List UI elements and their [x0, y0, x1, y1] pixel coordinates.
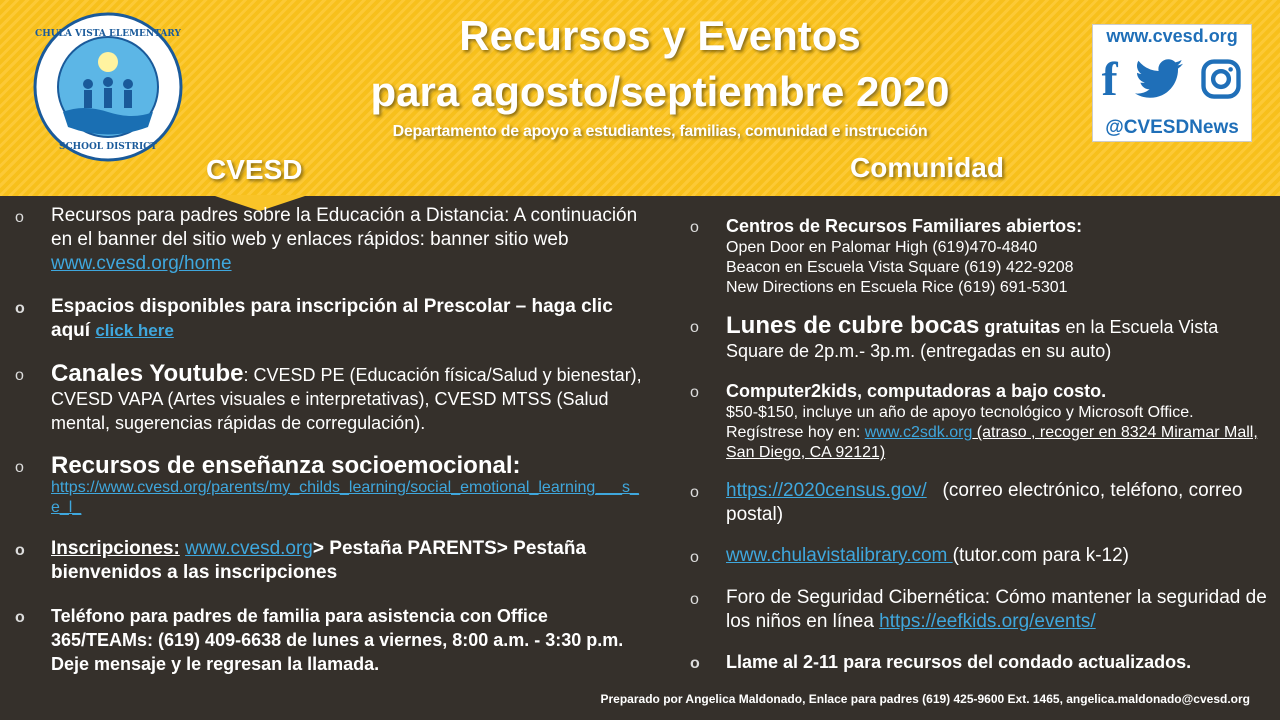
title-line-1: Recursos y Eventos	[459, 12, 861, 59]
subtitle: Departamento de apoyo a estudiantes, familias, comunidad e instrucción	[392, 123, 928, 140]
comunidad-column	[690, 214, 1270, 676]
list-item: o Foro de Seguridad Cibernética: Cómo mantener la seguridad de los niños en línea https://eefkids.org/events/	[690, 586, 1267, 632]
list-item: o Recursos de enseñanza socioemocional: https://www.cvesd.org/parents/my_childs_learning/social_emotional_learning___s_e_l_	[15, 454, 643, 518]
list-item: o Espacios disponibles para inscripción al Prescolar – haga clic aquí click here	[15, 296, 613, 341]
list-item: o https://2020census.gov/ (correo electrónico, teléfono, correo postal)	[690, 480, 1248, 526]
list-item: o Computer2kids, computadoras a bajo costo. $50-$150, incluye un año de apoyo tecnológico y Microsoft Office. Regístrese hoy en: www.c2sdk.org (atraso , recoger en 8324 Miramar Mall, San Diego, CA 92121)	[690, 381, 1258, 462]
cvesd-column	[15, 204, 643, 676]
social-handle[interactable]: @CVESDNews	[1105, 117, 1239, 138]
section-comunidad: Comunidad	[850, 152, 1004, 183]
list-item: o Canales Youtube: CVESD PE (Educación física/Salud y bienestar), CVESD VAPA (Artes visuales e interpretativas), CVESD MTSS (Salud mental, sugerencias rápidas de corregulación).	[15, 360, 642, 433]
list-item: o Centros de Recursos Familiares abiertos: Open Door en Palomar High (619)470-4840 Beacon en Escuela Vista Square (619) 422-9208 New Directions en Escuela Rice (619) 691-5301	[690, 216, 1083, 296]
twitter-icon[interactable]	[1135, 59, 1183, 99]
c2sdk-link[interactable]: www.c2sdk.org	[864, 424, 973, 442]
social-url[interactable]: www.cvesd.org	[1106, 26, 1238, 46]
list-item: o Recursos para padres sobre la Educación a Distancia: A continuación en el banner del sitio web y enlaces rápidos: banner sitio web www.cvesd.org/home	[15, 205, 638, 274]
svg-text:CHULA VISTA ELEMENTARY: CHULA VISTA ELEMENTARY	[35, 29, 181, 39]
preschool-link[interactable]: click here	[95, 321, 174, 340]
cvesd-link[interactable]: www.cvesd.org	[185, 538, 313, 559]
sel-link[interactable]: https://www.cvesd.org/parents/my_childs_learning/social_emotional_learning___s_e_l_	[51, 479, 639, 516]
list-item: o Teléfono para padres de familia para asistencia con Office 365/TEAMs: (619) 409-6638 de lunes a viernes, 8:00 a.m. - 3:30 p.m. Deje mensaje y le regresan la llamada.	[15, 606, 624, 674]
list-item: o Lunes de cubre bocas gratuitas en la Escuela Vista Square de 2p.m.- 3p.m. (entregadas en su auto)	[690, 312, 1219, 362]
social-box	[1092, 24, 1252, 142]
district-logo	[33, 12, 183, 162]
list-item: o Llame al 2-11 para recursos del condado actualizados.	[690, 651, 1192, 672]
svg-text:SCHOOL DISTRICT: SCHOOL DISTRICT	[58, 142, 158, 152]
facebook-icon[interactable]: f	[1101, 52, 1118, 106]
title-line-2: para agosto/septiembre 2020	[370, 68, 950, 115]
instagram-icon[interactable]	[1200, 58, 1242, 100]
census-link[interactable]: https://2020census.gov/	[726, 480, 927, 502]
section-cvesd: CVESD	[206, 154, 303, 185]
footer-credit: Preparado por Angelica Maldonado, Enlace para padres (619) 425-9600 Ext. 1465, angelica.maldonado@cvesd.org	[600, 692, 1250, 706]
list-item: o www.chulavistalibrary.com (tutor.com para k-12)	[690, 544, 1129, 566]
cvesd-home-link[interactable]: www.cvesd.org/home	[51, 253, 232, 274]
list-item: o Inscripciones: www.cvesd.org> Pestaña PARENTS> Pestaña bienvenidos a las inscripciones	[15, 538, 587, 583]
eefkids-link[interactable]: https://eefkids.org/events/	[879, 610, 1096, 632]
library-link[interactable]: www.chulavistalibrary.com	[726, 544, 953, 566]
